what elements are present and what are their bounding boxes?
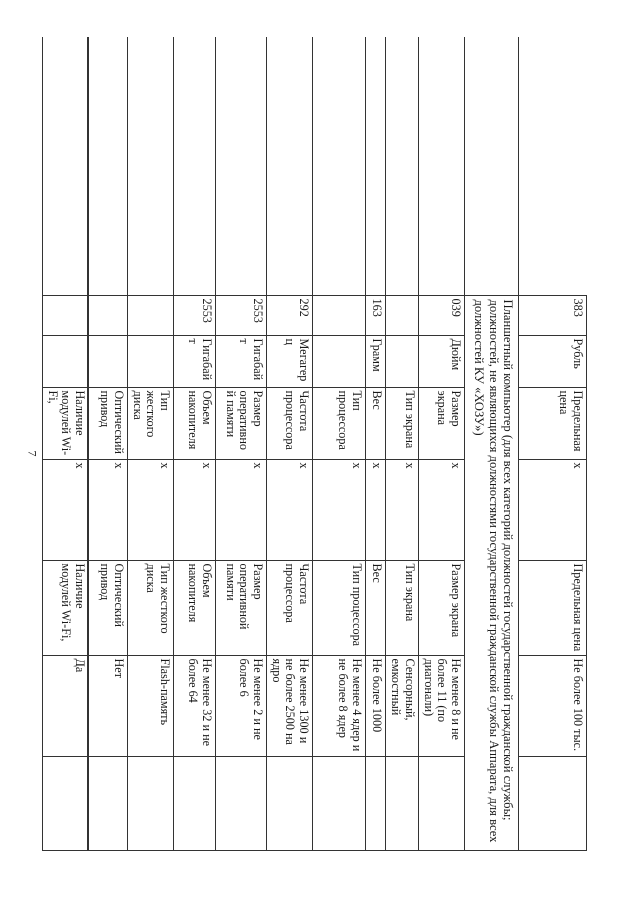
- cell-unit: Гигабайт: [174, 335, 216, 387]
- cell-empty: [267, 756, 313, 850]
- cell-name: Частота процессора: [267, 387, 313, 459]
- empty-cell: [43, 37, 89, 295]
- table-row: [386, 37, 419, 850]
- cell-code: 2553: [174, 295, 216, 335]
- cell-name: Предельная цена: [519, 560, 587, 655]
- table-row: [267, 37, 313, 850]
- cell-code: 383: [519, 295, 587, 335]
- cell-unit: Мегагерц: [267, 335, 313, 387]
- cell-value: Нет: [89, 655, 128, 756]
- cell-name: Оптический привод: [89, 387, 128, 459]
- table-row: [519, 37, 587, 850]
- empty-cell: [174, 37, 216, 295]
- cell-name: Частота процессора: [267, 560, 313, 655]
- cell-unit: Рубль: [519, 335, 587, 387]
- cell-code: [43, 295, 89, 335]
- empty-cell: [386, 37, 419, 295]
- cell-name: Предельная цена: [519, 387, 587, 459]
- page-number: 7: [25, 450, 40, 457]
- cell-value: Flash-память: [128, 655, 174, 756]
- cell-x: х: [313, 459, 366, 560]
- cell-empty: [519, 756, 587, 850]
- cell-unit: [43, 335, 89, 387]
- cell-name: Размер экрана: [419, 387, 465, 459]
- cell-empty: [366, 756, 386, 850]
- cell-name: Объем накопителя: [174, 387, 216, 459]
- cell-empty: [128, 756, 174, 850]
- cell-code: 2553: [216, 295, 267, 335]
- cell-code: 163: [366, 295, 386, 335]
- cell-value: Не более 1000: [366, 655, 386, 756]
- cell-name: Вес: [366, 387, 386, 459]
- cell-unit: [386, 335, 419, 387]
- cell-code: [313, 295, 366, 335]
- cell-empty: [216, 756, 267, 850]
- cell-name: Размер оперативной памяти: [216, 560, 267, 655]
- cell-name: Вес: [366, 560, 386, 655]
- cell-value: Не более 100 тыс.: [519, 655, 587, 756]
- cell-name: Оптический привод: [89, 560, 128, 655]
- cell-value: Не менее 32 и не более 64: [174, 655, 216, 756]
- cell-x: х: [519, 459, 587, 560]
- empty-cell: [267, 37, 313, 295]
- cell-x: х: [128, 459, 174, 560]
- cell-value: Не менее 4 ядер и не более 8 ядер: [313, 655, 366, 756]
- cell-value: Да: [43, 655, 89, 756]
- cell-name: Размер экрана: [419, 560, 465, 655]
- table-row: [419, 37, 465, 850]
- cell-name: Наличие модулей Wi-Fi,: [43, 560, 89, 655]
- cell-unit: [313, 335, 366, 387]
- cell-empty: [174, 756, 216, 850]
- cell-name: Тип жесткого диска: [128, 560, 174, 655]
- cell-code: 292: [267, 295, 313, 335]
- cell-code: 039: [419, 295, 465, 335]
- cell-x: х: [386, 459, 419, 560]
- section-title: Планшетный компьютер (для всех категорий должностей государственной гражданской службы; должностей, не являющихся должностями государственной гражданской службы Аппарата, для всех должностей КУ «ХОЗУ»): [465, 295, 519, 850]
- cell-value: Не менее 2 и не более 6: [216, 655, 267, 756]
- cell-empty: [313, 756, 366, 850]
- cell-x: х: [174, 459, 216, 560]
- rotated-table-wrapper: [45, 37, 587, 850]
- cell-code: [89, 295, 128, 335]
- table-row: [366, 37, 386, 850]
- cell-name: Тип экрана: [386, 387, 419, 459]
- table-row: [313, 37, 366, 850]
- cell-x: х: [366, 459, 386, 560]
- cell-value: Не менее 1300 и не более 2500 на ядро: [267, 655, 313, 756]
- table-row: [174, 37, 216, 850]
- empty-cell: [128, 37, 174, 295]
- cell-empty: [89, 756, 128, 850]
- cell-x: х: [419, 459, 465, 560]
- cell-name: Тип процессора: [313, 560, 366, 655]
- cell-unit: [89, 335, 128, 387]
- cell-empty: [43, 756, 89, 850]
- cell-code: [128, 295, 174, 335]
- empty-cell: [366, 37, 386, 295]
- cell-name: Объем накопителя: [174, 560, 216, 655]
- empty-cell: [419, 37, 465, 295]
- section-title-row: [465, 37, 519, 850]
- cell-name: Наличие модулей Wi-Fi,: [43, 387, 89, 459]
- empty-cell: [216, 37, 267, 295]
- cell-unit: Гигабайт: [216, 335, 267, 387]
- cell-unit: [128, 335, 174, 387]
- table-row: [43, 37, 89, 850]
- cell-unit: Дюйм: [419, 335, 465, 387]
- empty-cell: [519, 37, 587, 295]
- table-row: [89, 37, 128, 850]
- cell-x: х: [89, 459, 128, 560]
- empty-cell: [313, 37, 366, 295]
- cell-value: Сенсорный, емкостный: [386, 655, 419, 756]
- cell-name: Размер оперативной памяти: [216, 387, 267, 459]
- cell-x: х: [216, 459, 267, 560]
- cell-empty: [419, 756, 465, 850]
- cell-name: Тип процессора: [313, 387, 366, 459]
- cell-x: х: [267, 459, 313, 560]
- cell-value: Не менее 8 и не более 11 (по диагонали): [419, 655, 465, 756]
- cell-empty: [386, 756, 419, 850]
- cell-name: Тип экрана: [386, 560, 419, 655]
- cell-unit: Грамм: [366, 335, 386, 387]
- table-row: [128, 37, 174, 850]
- empty-cell: [89, 37, 128, 295]
- cell-name: Тип жесткого диска: [128, 387, 174, 459]
- specifications-table: [42, 37, 587, 851]
- cell-code: [386, 295, 419, 335]
- cell-x: х: [43, 459, 89, 560]
- table-row: [216, 37, 267, 850]
- empty-cell: [465, 37, 519, 295]
